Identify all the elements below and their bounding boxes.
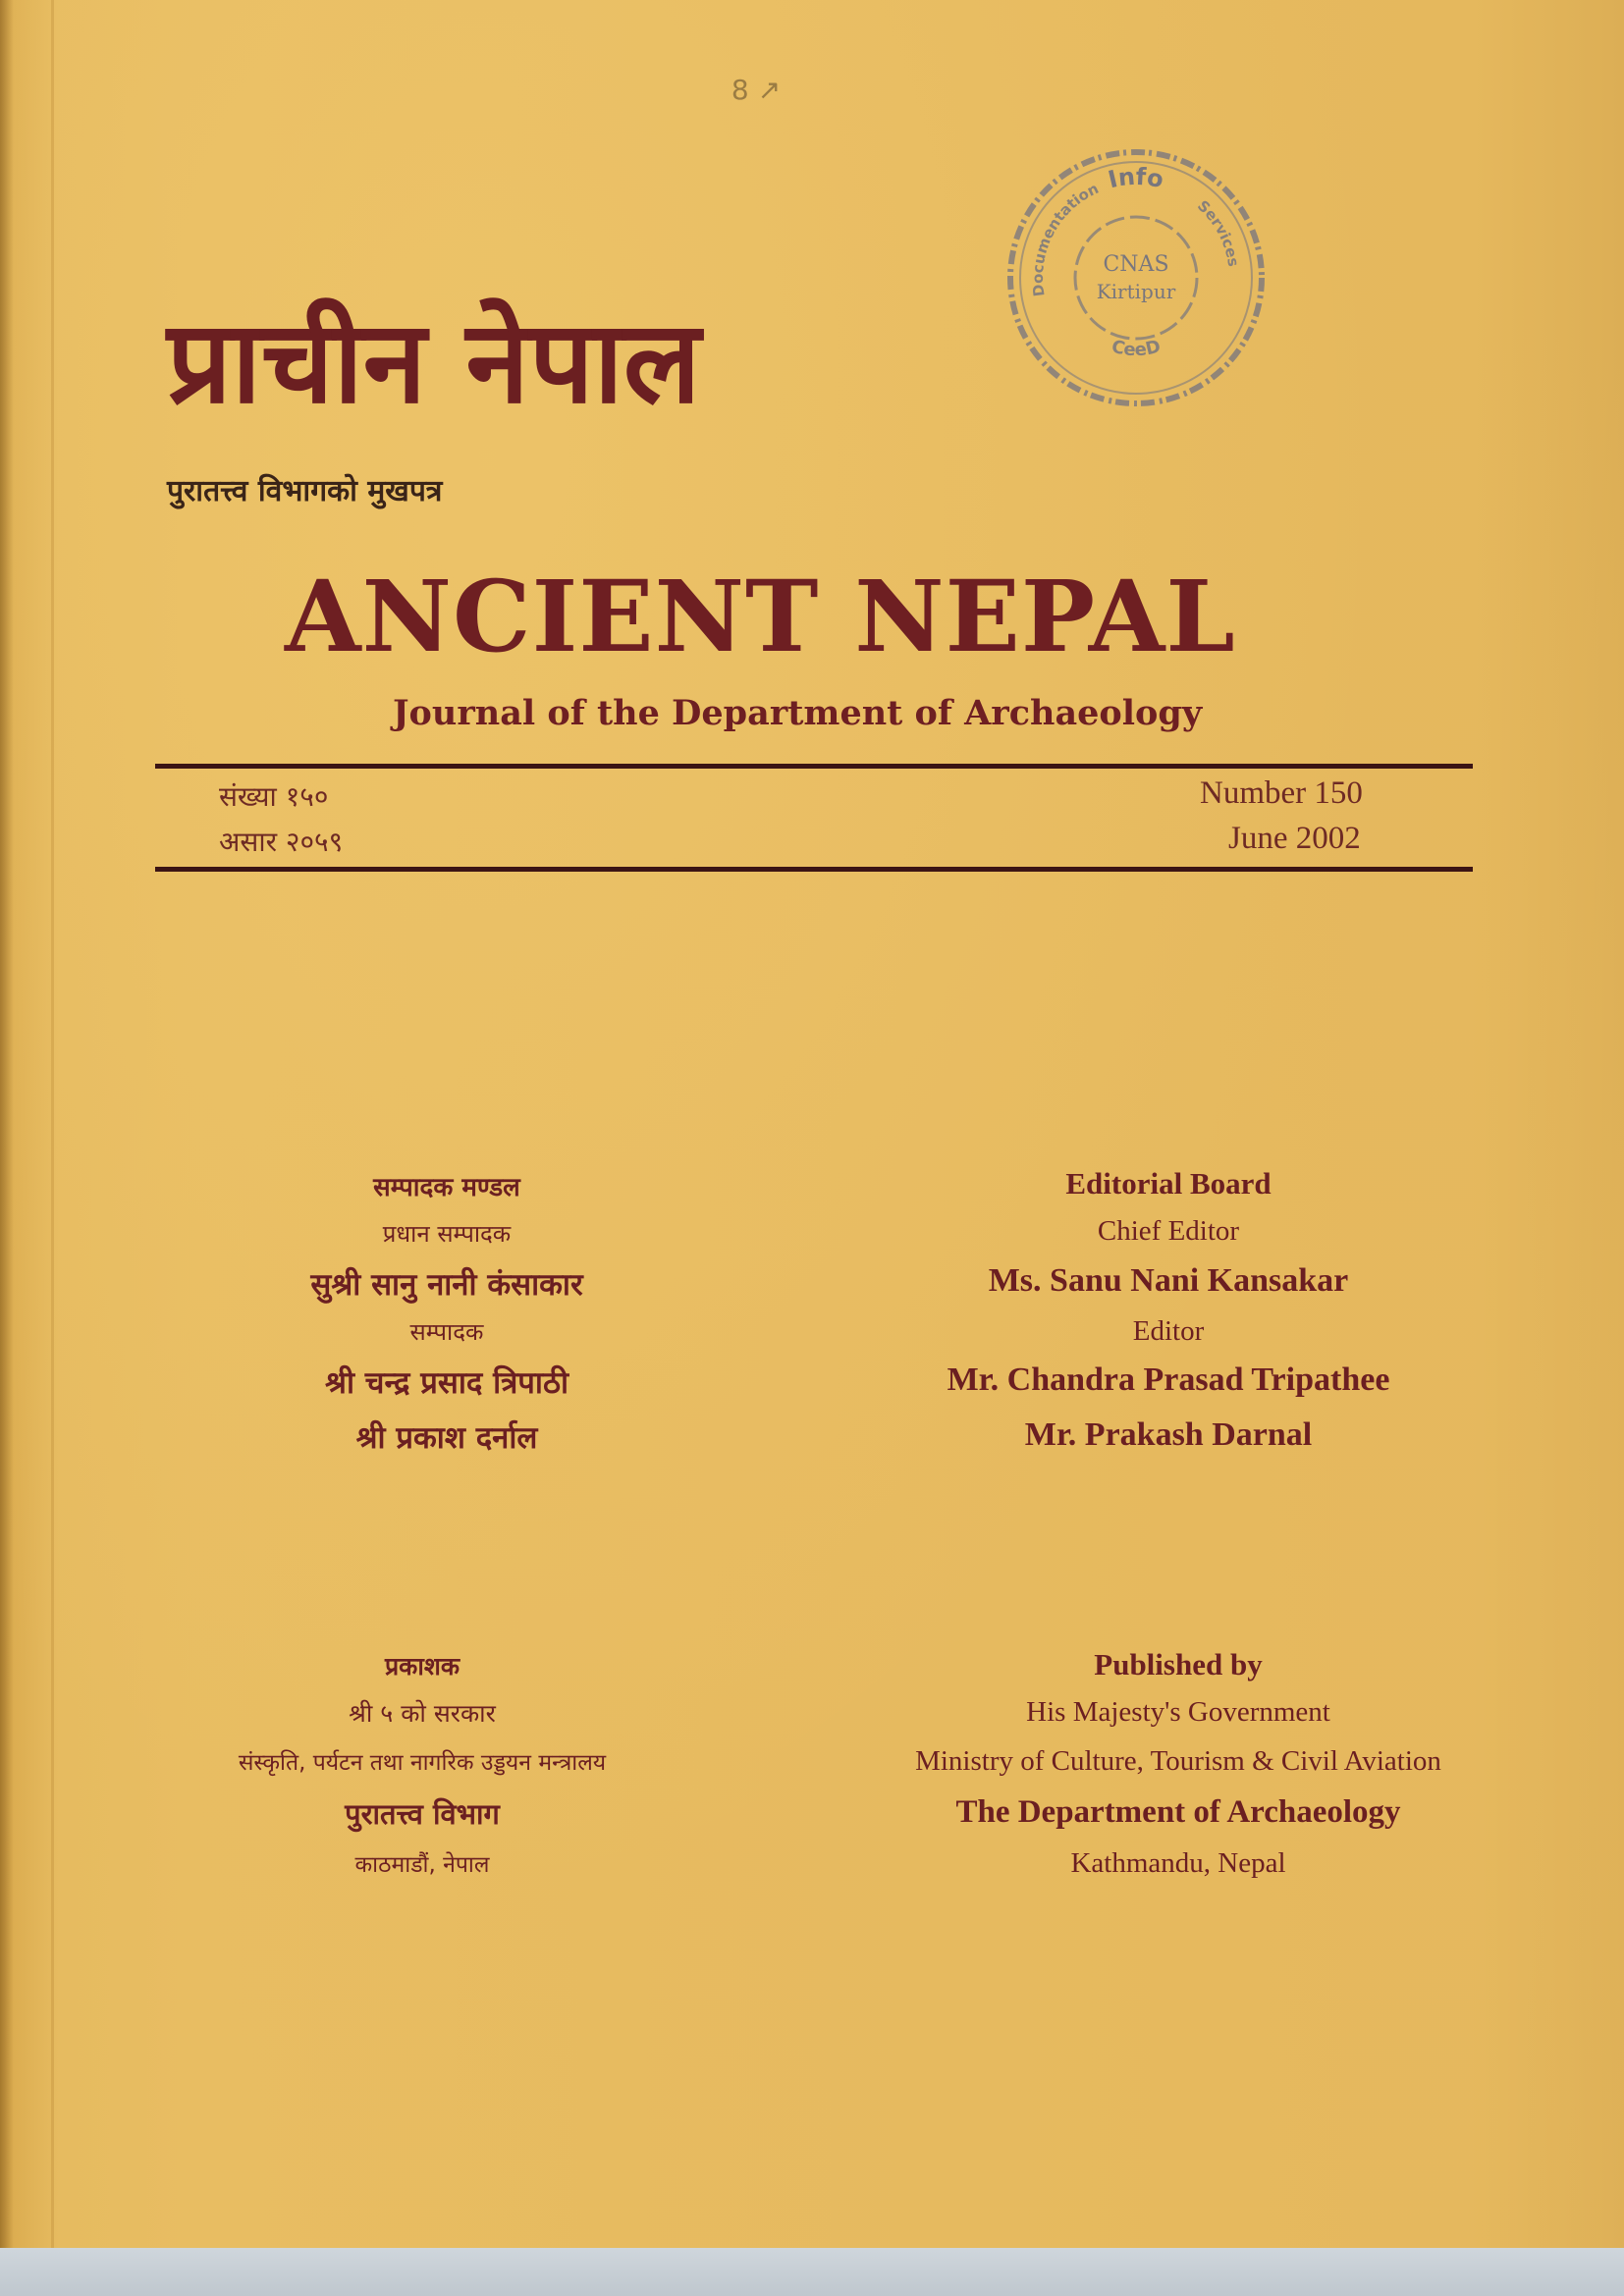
editor-2-en: Mr. Prakash Darnal bbox=[1024, 1416, 1313, 1453]
chief-editor-name-np: सुश्री सानु नानी कंसाकार bbox=[310, 1267, 583, 1303]
publisher-nepali bbox=[118, 1649, 727, 1914]
bottom-rule bbox=[155, 867, 1473, 872]
svg-text:Services bbox=[1191, 193, 1248, 273]
issue-number-english: Number 150 bbox=[1200, 775, 1363, 811]
stamp-top-text: Info bbox=[1105, 162, 1166, 194]
stamp-left-text: Documentation bbox=[1028, 179, 1102, 298]
spine-shadow bbox=[0, 0, 14, 2296]
library-stamp bbox=[1003, 145, 1269, 410]
editorial-heading-np: सम्पादक मण्डल bbox=[373, 1173, 520, 1202]
nepali-masthead: प्राचीन नेपाल bbox=[167, 296, 701, 429]
handwritten-page-mark: 8 ↗ bbox=[731, 74, 782, 106]
publisher-line-3-np: पुरातत्त्व विभाग bbox=[345, 1797, 500, 1831]
stamp-center-line-2: Kirtipur bbox=[1096, 280, 1176, 303]
chief-editor-label-np: प्रधान सम्पादक bbox=[382, 1220, 512, 1248]
svg-text:CeeD bbox=[1110, 337, 1163, 361]
chief-editor-label-en: Chief Editor bbox=[1097, 1215, 1240, 1247]
publisher-line-1-en: His Majesty's Government bbox=[1026, 1696, 1330, 1728]
editor-label-np: सम्पादक bbox=[409, 1318, 484, 1346]
editor-2-np: श्री प्रकाश दर्नाल bbox=[355, 1420, 538, 1456]
issue-date-nepali: असार २०५९ bbox=[219, 826, 344, 858]
publisher-line-2-en: Ministry of Culture, Tourism & Civil Aviation bbox=[915, 1745, 1441, 1777]
publisher-line-3-en: The Department of Archaeology bbox=[955, 1794, 1401, 1830]
publisher-line-4-en: Kathmandu, Nepal bbox=[1070, 1847, 1286, 1879]
editor-1-np: श्री चन्द्र प्रसाद त्रिपाठी bbox=[325, 1365, 568, 1401]
issue-date-english: June 2002 bbox=[1228, 821, 1361, 856]
issue-number-nepali: संख्या १५० bbox=[219, 780, 329, 813]
publisher-line-2-np: संस्कृति, पर्यटन तथा नागरिक उड्डयन मन्त्रालय bbox=[238, 1750, 607, 1776]
editorial-board-nepali bbox=[172, 1158, 722, 1472]
editorial-heading-en: Editorial Board bbox=[1065, 1166, 1272, 1201]
english-masthead: ANCIENT NEPAL bbox=[285, 559, 1236, 674]
svg-text:Info bbox=[1106, 163, 1166, 194]
spine-fold bbox=[51, 0, 54, 2296]
editor-label-en: Editor bbox=[1132, 1315, 1205, 1347]
editor-1-en: Mr. Chandra Prasad Tripathee bbox=[947, 1362, 1390, 1398]
publisher-english bbox=[844, 1647, 1512, 1912]
publisher-line-1-np: श्री ५ को सरकार bbox=[349, 1699, 496, 1728]
chief-editor-name-en: Ms. Sanu Nani Kansakar bbox=[988, 1262, 1349, 1299]
journal-subtitle: Journal of the Department of Archaeology bbox=[393, 693, 1203, 733]
publisher-heading-np: प्रकाशक bbox=[384, 1652, 460, 1681]
stamp-center-line-1: CNAS bbox=[1103, 252, 1169, 277]
publisher-line-4-np: काठमाडौं, नेपाल bbox=[354, 1852, 490, 1878]
publisher-heading-en: Published by bbox=[1094, 1647, 1263, 1682]
nepali-subtitle: पुरातत्त्व विभागको मुखपत्र bbox=[167, 474, 443, 508]
scan-edge-strip bbox=[0, 2248, 1624, 2296]
top-rule bbox=[155, 764, 1473, 769]
editorial-board-english bbox=[893, 1158, 1443, 1472]
stamp-bottom-text: CeeD bbox=[1109, 336, 1164, 361]
stamp-right-text: Services bbox=[1194, 196, 1243, 268]
